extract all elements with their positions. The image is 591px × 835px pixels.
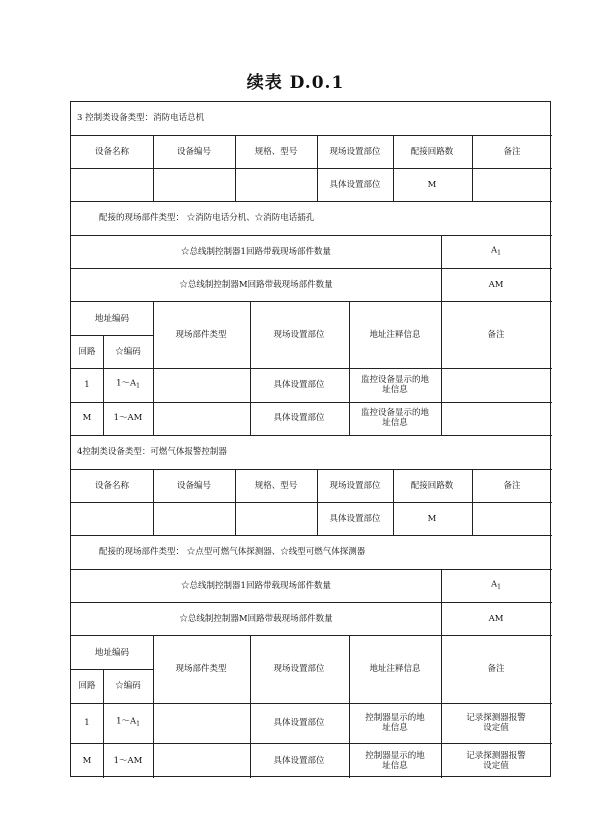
header-note: 备注	[503, 147, 521, 157]
header-loops: 配接回路数	[410, 481, 454, 491]
section-3-heading: 3 控制类设备类型：消防电话总机	[77, 113, 205, 123]
addr-header: 地址编码	[94, 648, 130, 658]
header-comp-type: 现场部件类型	[175, 664, 227, 674]
header-comp-note: 备注	[487, 330, 505, 340]
addr-code: ☆编码	[115, 347, 141, 357]
header-device-id: 设备编号	[176, 481, 212, 491]
row2-location: 具体设置部位	[273, 756, 325, 766]
device-location: 具体设置部位	[329, 180, 381, 190]
row1-location: 具体设置部位	[273, 718, 325, 728]
header-location: 现场设置部位	[329, 481, 381, 491]
row1-info: 监控设备显示的地址信息	[360, 375, 429, 395]
row2-info: 控制器显示的地址信息	[365, 751, 425, 771]
header-device-name: 设备名称	[94, 481, 130, 491]
device-location: 具体设置部位	[329, 514, 381, 524]
section-4-heading: 4控制类设备类型：可燃气体报警控制器	[77, 447, 227, 457]
loop1-count-label: ☆总线制控制器1回路带载现场部件数量	[181, 247, 331, 257]
row2-note: 记录探测器报警设定值	[466, 751, 526, 771]
header-spec: 规格、型号	[254, 481, 298, 491]
loop1-count-value: $A_1$	[491, 245, 501, 257]
header-comp-type: 现场部件类型	[175, 330, 227, 340]
header-spec: 规格、型号	[254, 147, 298, 157]
row1-note: 记录探测器报警设定值	[466, 713, 526, 733]
header-comp-info: 地址注释信息	[369, 330, 421, 340]
row2-code: 1～AM	[113, 413, 143, 423]
device-loops: M	[427, 514, 437, 524]
row1-location: 具体设置部位	[273, 380, 325, 390]
header-comp-info: 地址注释信息	[369, 664, 421, 674]
addr-loop: 回路	[78, 347, 96, 357]
row1-code: $1\sim A_1$	[116, 378, 140, 390]
header-loops: 配接回路数	[410, 147, 454, 157]
loopM-count-label: ☆总线制控制器M回路带载现场部件数量	[179, 280, 333, 290]
field-types: 配接的现场部件类型： ☆消防电话分机、☆消防电话插孔	[99, 213, 315, 223]
field-types: 配接的现场部件类型： ☆点型可燃气体探测器、☆线型可燃气体探测器	[99, 547, 366, 557]
header-note: 备注	[503, 481, 521, 491]
device-loops: M	[427, 180, 437, 190]
header-device-id: 设备编号	[176, 147, 212, 157]
addr-header: 地址编码	[94, 314, 130, 324]
row1-info: 控制器显示的地址信息	[365, 713, 425, 733]
loop1-count-label: ☆总线制控制器1回路带载现场部件数量	[181, 581, 331, 591]
row2-info: 监控设备显示的地址信息	[360, 408, 429, 428]
header-device-name: 设备名称	[94, 147, 130, 157]
page-title: 续表 D.0.1	[246, 73, 345, 93]
row2-location: 具体设置部位	[273, 413, 325, 423]
header-comp-location: 现场设置部位	[273, 664, 325, 674]
loop1-count-value: $A_1$	[491, 579, 501, 591]
loopM-count-label: ☆总线制控制器M回路带载现场部件数量	[179, 614, 333, 624]
addr-loop: 回路	[78, 681, 96, 691]
header-location: 现场设置部位	[329, 147, 381, 157]
row1-code: $1\sim A_1$	[116, 716, 140, 728]
loopM-count-value: AM	[488, 614, 504, 624]
header-comp-note: 备注	[487, 664, 505, 674]
row2-code: 1～AM	[113, 756, 143, 766]
header-comp-location: 现场设置部位	[273, 330, 325, 340]
loopM-count-value: AM	[488, 280, 504, 290]
row2-loop: M	[82, 413, 92, 423]
row2-loop: M	[82, 756, 92, 766]
record-table	[70, 101, 551, 777]
row1-loop: 1	[84, 718, 90, 728]
row1-loop: 1	[84, 380, 90, 390]
addr-code: ☆编码	[115, 681, 141, 691]
